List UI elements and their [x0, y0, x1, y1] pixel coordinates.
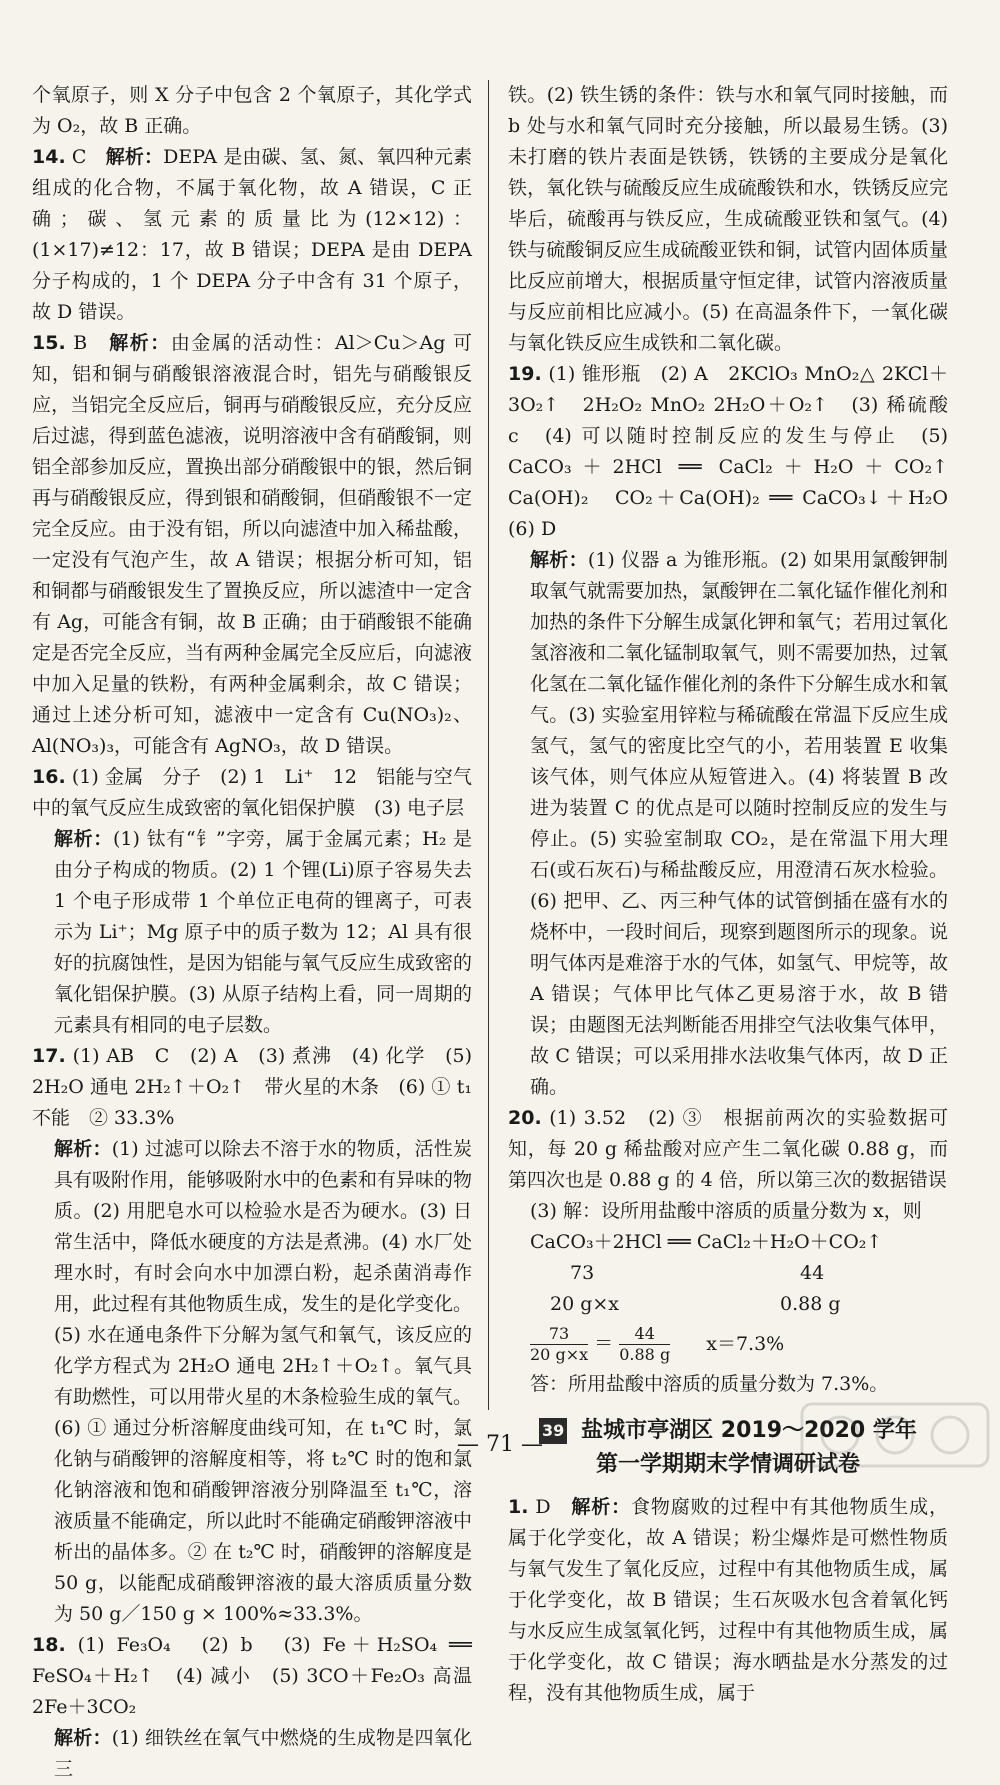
result: x＝7.3%: [706, 1332, 785, 1355]
column-divider: [488, 80, 489, 1410]
calc-value: 0.88 g: [780, 1293, 841, 1315]
analysis-label: 解析：: [571, 1496, 631, 1518]
paragraph: 个氧原子，则 X 分子中包含 2 个氧原子，其化学式为 O₂，故 B 正确。: [32, 84, 472, 137]
answer-statement: 答：所用盐酸中溶质的质量分数为 7.3%。: [530, 1373, 889, 1395]
fraction: [619, 1324, 670, 1365]
calc-row-mass: [508, 1289, 948, 1320]
analysis-label: 解析：: [105, 146, 164, 168]
analysis-16: [32, 824, 472, 1041]
chemical-equation: CaCO₃＋2HCl ══ CaCl₂＋H₂O＋CO₂↑: [530, 1231, 883, 1253]
page-number: — 71 —: [457, 1432, 543, 1457]
section-badge: 39: [539, 1418, 567, 1444]
analysis-text: (1) 钛有“钅”字旁，属于金属元素；H₂ 是由分子构成的物质。(2) 1 个锂(Li)原子容易失去 1 个电子形成带 1 个单位正电荷的锂离子，可表示为 Li⁺；Mg 原子中的质子数为 12；Al 具有很好的抗腐蚀性，是因为铝能与氧气反应生成致密的氧化铝保护膜。(3) 从原子结构上看，同一周期的元素具有相同的电子层数。: [54, 828, 473, 1036]
question-number: 14.: [32, 146, 66, 168]
watermark-logo-icon: [800, 1400, 990, 1470]
answer: (1) Fe₃O₄ (2) b (3) Fe＋H₂SO₄ ══ FeSO₄＋H₂↑ (4) 减小 (5) 3CO＋Fe₂O₃ 高温 2Fe＋3CO₂: [32, 1634, 472, 1718]
analysis-text: (1) 细铁丝在氧气中燃烧的生成物是四氧化三: [54, 1727, 472, 1780]
analysis-text: DEPA 是由碳、氢、氮、氧四种元素组成的化合物，不属于氧化物，故 A 错误，C 正确；碳、氢元素的质量比为(12×12)：(1×17)≠12：17，故 B 错误；DEPA 是由 DEPA 分子构成的，1 个 DEPA 分子中含有 31 个原子，故 D 错误。: [32, 146, 472, 323]
analysis-text: 食物腐败的过程中有其他物质生成，属于化学变化，故 A 错误；粉尘爆炸是可燃性物质与氧气发生了氧化反应，过程中有其他物质生成，属于化学变化，故 B 错误；生石灰吸水包含着氧化钙与水反应生成氢氧化钙，过程中有其他物质生成，属于化学变化，故 C 错误；海水晒盐是水分蒸发的过程，没有其他物质生成，属于: [508, 1496, 948, 1704]
answer: (1) 金属 分子 (2) 1 Li⁺ 12 铝能与空气中的氧气反应生成致密的氧化铝保护膜 (3) 电子层: [32, 766, 472, 819]
analysis-label: 解析：: [54, 1727, 112, 1749]
answer: (1) 3.52 (2) ③ 根据前两次的实验数据可知，每 20 g 稀盐酸对应产生二氧化碳 0.88 g，而第四次也是 0.88 g 的 4 倍，所以第三次的数据错误: [508, 1107, 948, 1191]
question-14: [32, 142, 472, 328]
question-number: 1.: [508, 1496, 529, 1518]
question-number: 15.: [32, 332, 66, 354]
proportion: [508, 1324, 948, 1365]
analysis-label: 解析：: [109, 332, 171, 354]
denominator: 0.88 g: [619, 1345, 671, 1364]
section-title-line1: 盐城市亭湖区 2019～2020 学年: [581, 1418, 917, 1443]
calc-value: 44: [800, 1262, 825, 1284]
question-number: 19.: [508, 363, 542, 385]
section-title-line2: 第一学期期末学情调研试卷: [595, 1452, 860, 1477]
left-column: [32, 80, 492, 1785]
question-number: 17.: [32, 1045, 66, 1067]
question-19: [508, 359, 968, 545]
analysis-label: 解析：: [54, 828, 113, 850]
question-1: [508, 1492, 948, 1709]
answer: (1) 锥形瓶 (2) A 2KClO₃ MnO₂△ 2KCl＋3O₂↑ 2H₂O₂ MnO₂ 2H₂O＋O₂↑ (3) 稀硫酸 c (4) 可以随时控制反应的发生与停止 (5) CaCO₃＋2HCl ══ CaCl₂＋H₂O＋CO₂↑ Ca(OH)₂ CO₂＋Ca(OH)₂ ══ CaCO₃↓＋H₂O (6) D: [508, 363, 968, 540]
question-15: [32, 328, 472, 762]
answer: C: [71, 146, 87, 168]
equals-sign: ＝: [594, 1332, 614, 1355]
analysis-label: 解析：: [54, 1138, 112, 1160]
calc-value: 73: [570, 1262, 595, 1284]
question-number: 20.: [508, 1107, 542, 1129]
calc-row-molar: [508, 1258, 948, 1289]
numerator: 73: [530, 1324, 588, 1345]
analysis-17: [32, 1134, 472, 1630]
analysis-text: (1) 仪器 a 为锥形瓶。(2) 如果用氯酸钾制取氧气就需要加热，氯酸钾在二氧化锰作催化剂和加热的条件下分解生成氯化钾和氧气；若用过氧化氢溶液和二氧化锰制取氧气，则不需要加热，过氧化氢在二氧化锰作催化剂的条件下分解生成水和氧气。(3) 实验室用锌粒与稀硫酸在常温下反应生成氢气，氢气的密度比空气的小，若用装置 E 收集该气体，则气体应从短管进入。(4) 将装置 B 改进为装置 C 的优点是可以随时控制反应的发生与停止。(5) 实验室制取 CO₂，是在常温下用大理石(或石灰石)与稀盐酸反应，用澄清石灰水检验。(6) 把甲、乙、丙三种气体的试管倒插在盛有水的烧杯中，一段时间后，现察到题图所示的现象。说明气体丙是难溶于水的气体，如氢气、甲烷等，故 A 错误；气体甲比气体乙更易溶于水，故 B 错误；由题图无法判断能否用排空气法收集气体甲，故 C 错误；可以采用排水法收集气体丙，故 D 正确。: [530, 549, 949, 1098]
answer: D: [535, 1496, 551, 1518]
fraction: [530, 1324, 588, 1365]
analysis-text: 由金属的活动性：Al＞Cu＞Ag 可知，铝和铜与硝酸银溶液混合时，铝先与硝酸银反应，当铝完全反应后，铜再与硝酸银反应，充分反应后过滤，得到蓝色滤液，说明溶液中含有硝酸铜，则铝全部参加反应，置换出部分硝酸银中的银，然后铜再与硝酸银反应，得到银和硝酸铜，但硝酸银不一定完全反应。由于没有铝，所以向滤渣中加入稀盐酸，一定没有气泡产生，故 A 错误；根据分析可知，铝和铜都与硝酸银发生了置换反应，所以滤渣中一定含有 Ag，可能含有铜，故 B 正确；由于硝酸银不能确定是否完全反应，当有两种金属完全反应后，向滤液中加入足量的铁粉，有两种金属剩余，故 C 错误；通过上述分析可知，滤液中一定含有 Cu(NO₃)₂、Al(NO₃)₃，可能含有 AgNO₃，故 D 错误。: [32, 332, 472, 757]
numerator: 44: [619, 1324, 670, 1345]
question-number: 18.: [32, 1634, 66, 1656]
question-16: [32, 762, 472, 824]
question-17: [32, 1041, 492, 1134]
answer: (1) AB C (2) A (3) 煮沸 (4) 化学 (5) 2H₂O 通电 2H₂↑＋O₂↑ 带火星的木条 (6) ① t₁ 不能 ② 33.3%: [32, 1045, 492, 1129]
question-18: [32, 1630, 472, 1723]
analysis-text: (1) 过滤可以除去不溶于水的物质，活性炭具有吸附作用，能够吸附水中的色素和有异味的物质。(2) 用肥皂水可以检验水是否为硬水。(3) 日常生活中，降低水硬度的方法是煮沸。(4) 水厂处理水时，有时会向水中加漂白粉，起杀菌消毒作用，此过程有其他物质生成，发生的是化学变化。(5) 水在通电条件下分解为氢气和氧气，该反应的化学方程式为 2H₂O 通电 2H₂↑＋O₂↑。氧气具有助燃性，可以用带火星的木条检验生成的氧气。(6) ① 通过分析溶解度曲线可知，在 t₁℃ 时，氯化钠与硝酸钾的溶解度相等，将 t₂℃ 时的饱和氯化钠溶液和饱和硝酸钾溶液分别降温至 t₁℃，溶液质量不能确定，所以此时不能确定硝酸钾溶液中析出的晶体多。② 在 t₂℃ 时，硝酸钾的溶解度是 50 g，以能配成硝酸钾溶液的最大溶质质量分数为 50 g／150 g × 100%≈33.3%。: [54, 1138, 473, 1625]
analysis-19: [508, 545, 948, 1103]
analysis-label: 解析：: [530, 549, 588, 571]
denominator: 20 g×x: [530, 1345, 589, 1364]
solution-intro: (3) 解：设所用盐酸中溶质的质量分数为 x，则: [530, 1200, 922, 1222]
paragraph: 铁。(2) 铁生锈的条件：铁与水和氧气同时接触，而 b 处与水和氧气同时充分接触，所以最易生锈。(3) 未打磨的铁片表面是铁锈，铁锈的主要成分是氧化铁，氧化铁与硫酸反应生成硫酸铁和水，铁锈反应完毕后，硫酸再与铁反应，生成硫酸亚铁和氢气。(4) 铁与硫酸铜反应生成硫酸亚铁和铜，试管内固体质量比反应前增大，根据质量守恒定律，试管内溶液质量与反应前相比应减小。(5) 在高温条件下，一氧化碳与氧化铁反应生成铁和二氧化碳。: [508, 84, 948, 354]
analysis-18: [32, 1723, 472, 1785]
answer: B: [73, 332, 88, 354]
question-number: 16.: [32, 766, 66, 788]
calc-value: 20 g×x: [550, 1293, 620, 1315]
question-20: [508, 1103, 948, 1196]
